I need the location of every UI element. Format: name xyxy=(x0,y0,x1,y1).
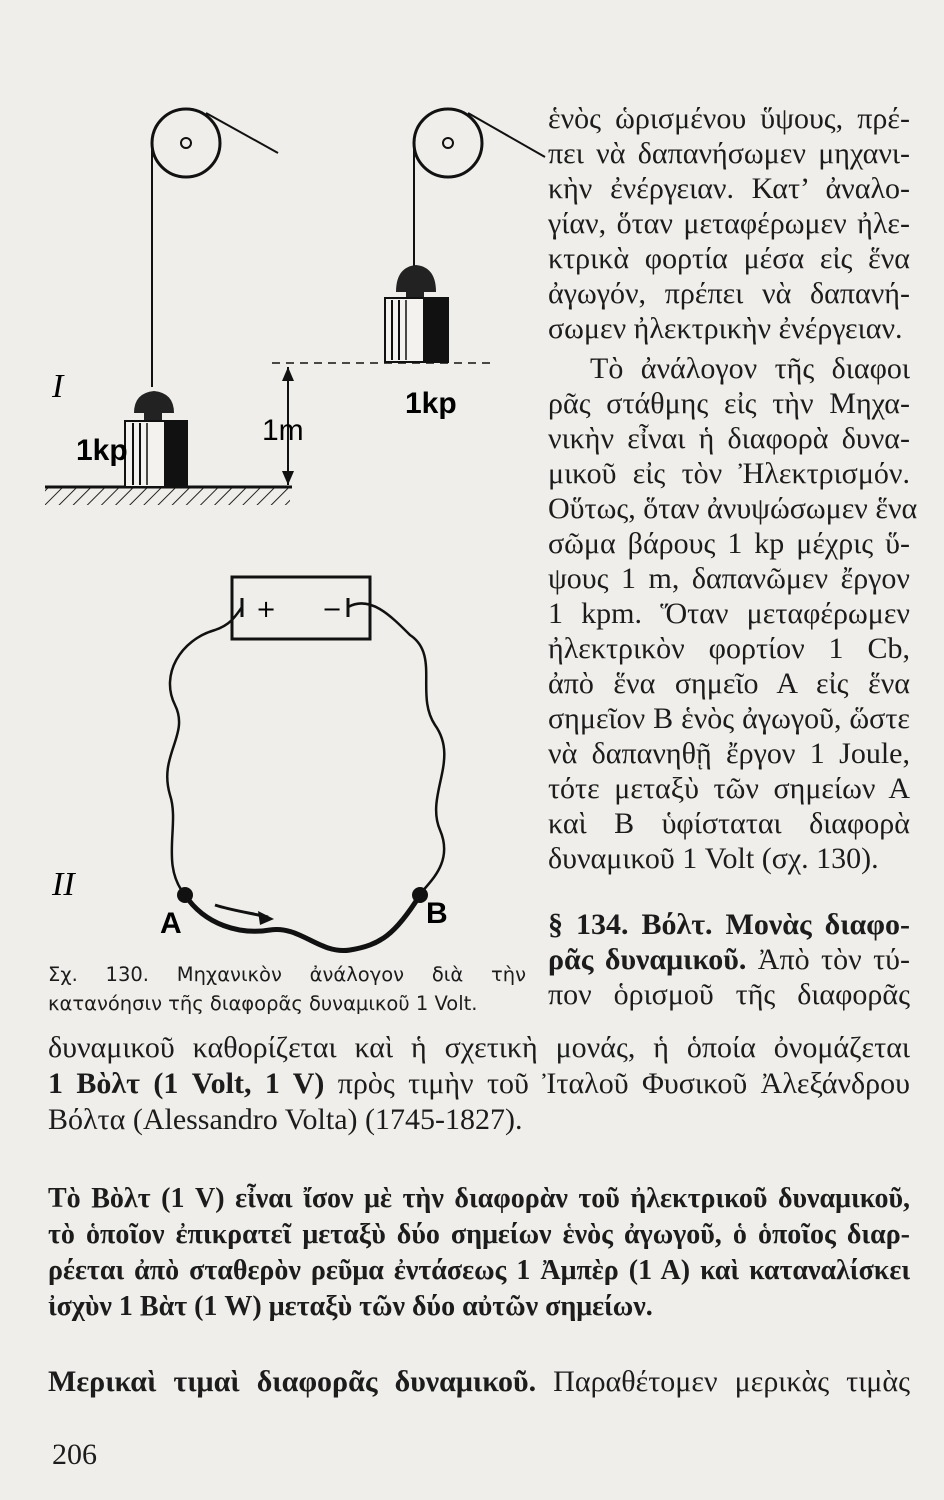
text-line: γίαν, ὅταν μεταφέρωμεν ἠλε- xyxy=(548,207,910,240)
page-number: 206 xyxy=(52,1438,97,1471)
section-title-end: ρᾶς δυναμικοῦ. xyxy=(548,943,747,976)
right-pulley-axle xyxy=(443,138,453,148)
text-line: 1 kpm. Ὅταν μεταφέρωμεν xyxy=(548,597,910,630)
battery-plus-sign: + xyxy=(256,595,277,623)
right-pulley xyxy=(414,109,482,177)
wire-loop xyxy=(167,603,444,895)
volt-unit-bold: 1 Βὸλτ (1 Volt, 1 V) xyxy=(48,1067,325,1100)
weight-left-label: 1kp xyxy=(76,434,128,467)
height-arrow-top xyxy=(282,367,294,381)
text-line: ἀγωγόν, πρέπει νὰ δαπανή- xyxy=(548,277,910,310)
text-line: πει νὰ δαπανήσωμεν μηχανι- xyxy=(548,137,910,170)
figure-label-II: II xyxy=(52,866,75,903)
section-text: Ἀπὸ τὸν τύ- xyxy=(746,943,910,976)
text-line: πον ὁρισμοῦ τῆς διαφορᾶς xyxy=(548,978,910,1011)
wire-bottom xyxy=(185,895,420,951)
text-line: Οὕτως, ὅταν ἀνυψώσωμεν ἕνα xyxy=(548,492,918,525)
last-line xyxy=(48,1364,910,1400)
definition-line: Τὸ Βὸλτ (1 V) εἶναι ἴσον μὲ τὴν διαφορὰν τοῦ ἠλεκτρικοῦ δυναμικοῦ, xyxy=(48,1183,910,1214)
text-line: σημεῖον Β ἑνὸς ἀγωγοῦ, ὥστε xyxy=(548,702,910,735)
left-rope-diagonal xyxy=(206,113,278,153)
subheading-values: Μερικαὶ τιμαὶ διαφορᾶς δυναμικοῦ. xyxy=(48,1365,537,1398)
figure-caption-line1: Σχ. 130. Μηχανικὸν ἀνάλογον διὰ τὴν xyxy=(48,963,526,986)
text-line: τότε μεταξὺ τῶν σημείων Α xyxy=(548,772,910,805)
text-line: νικὴν εἶναι ἡ διαφορὰ δυνα- xyxy=(548,422,910,455)
definition-line: ρέεται ἀπὸ σταθερὸν ρεῦμα ἐντάσεως 1 Ἀμπὲρ (1 Α) καὶ καταναλίσκει xyxy=(48,1255,910,1286)
text-line: κὴν ἐνέργειαν. Κατ’ ἀναλο- xyxy=(548,172,910,205)
body-line: Βόλτα (Alessandro Volta) (1745-1827). xyxy=(48,1103,523,1136)
text-line: κτρικὰ φορτία μέσα εἰς ἕνα xyxy=(548,242,910,275)
definition-line: τὸ ὁποῖον ἐπικρατεῖ μεταξὺ δύο σημείων ἑνὸς ἀγωγοῦ, ὁ ὁποῖος διαρ- xyxy=(48,1219,910,1250)
text-line: ρᾶς στάθμης εἰς τὴν Μηχα- xyxy=(548,387,910,420)
text-line: νὰ δαπανηθῇ ἔργον 1 Joule, xyxy=(548,737,910,770)
left-pulley-axle xyxy=(181,138,191,148)
text-line: μικοῦ εἰς τὸν Ἠλεκτρισμόν. xyxy=(548,457,910,490)
battery-minus-sign: − xyxy=(322,595,343,623)
last-line-text: Παραθέτομεν μερικὰς τιμὰς xyxy=(536,1365,910,1398)
right-weight xyxy=(385,265,448,362)
left-pulley xyxy=(152,109,220,177)
text-line: ἠλεκτρικὸν φορτίον 1 Cb, xyxy=(548,632,910,665)
text-line: ψους 1 m, δαπανῶμεν ἔργον xyxy=(548,562,910,595)
definition-line: ἰσχὺν 1 Βὰτ (1 W) μεταξὺ τῶν δύο αὐτῶν σημείων. xyxy=(48,1291,653,1322)
point-b-label: B xyxy=(426,897,448,930)
text-line: ἑνὸς ὡρισμένου ὕψους, πρέ- xyxy=(548,102,910,135)
figure-label-I: I xyxy=(52,368,64,405)
current-arrowhead xyxy=(258,911,274,925)
body-line: δυναμικοῦ καθορίζεται καὶ ἡ σχετικὴ μονάς, ἡ ὁποία ὀνομάζεται xyxy=(48,1031,910,1064)
left-weight xyxy=(125,391,187,487)
text-line: σῶμα βάρους 1 kp μέχρις ὕ- xyxy=(548,527,910,560)
text-line: καὶ Β ὑφίσταται διαφορὰ xyxy=(548,807,910,840)
body-text: πρὸς τιμὴν τοῦ Ἰταλοῦ Φυσικοῦ Ἀλεξάνδρου xyxy=(324,1067,910,1100)
ground-hatch xyxy=(45,487,290,505)
text-line: ἀπὸ ἕνα σημεῖο Α εἰς ἕνα xyxy=(548,667,910,700)
text-line: σωμεν ἠλεκτρικὴν ἐνέργειαν. xyxy=(548,312,903,345)
point-a-dot xyxy=(177,887,193,903)
figure-130 xyxy=(30,95,550,975)
point-a-label: A xyxy=(160,907,182,940)
weight-right-label: 1kp xyxy=(405,387,457,420)
text-line: δυναμικοῦ 1 Volt (σχ. 130). xyxy=(548,842,879,875)
section-heading-line2 xyxy=(548,943,910,977)
text-line: Τὸ ἀνάλογον τῆς διαφοι xyxy=(590,352,910,385)
body-line-2 xyxy=(48,1066,910,1102)
height-arrow-bottom xyxy=(282,471,294,485)
section-heading: § 134. Βόλτ. Μονὰς διαφο- xyxy=(548,908,910,941)
height-label: 1m xyxy=(262,414,304,447)
figure-caption-line2: κατανόησιν τῆς διαφορᾶς δυναμικοῦ 1 Volt. xyxy=(48,992,478,1015)
